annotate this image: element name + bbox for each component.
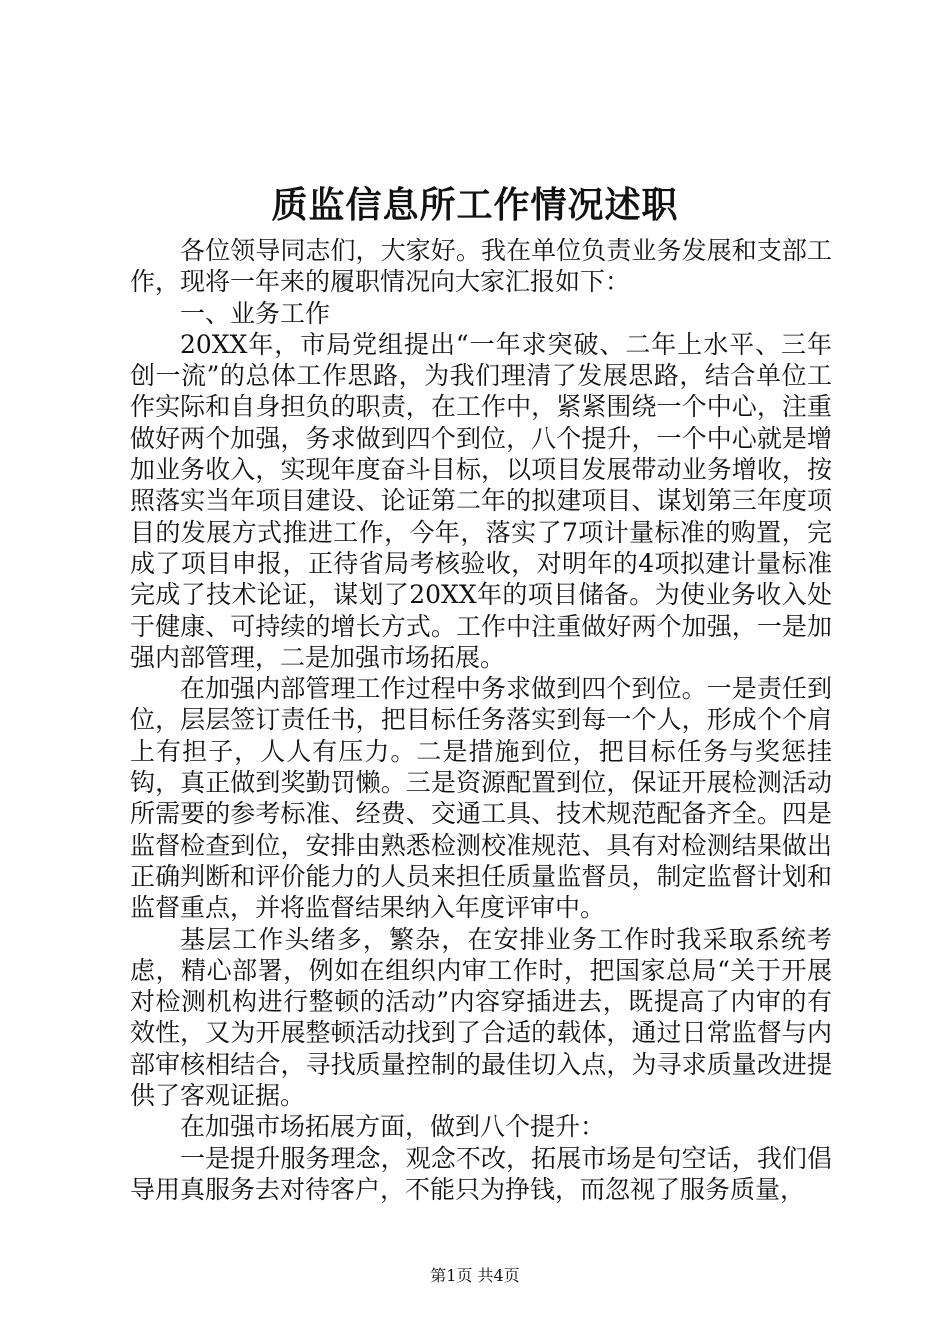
paragraph-service-concept: 一是提升服务理念，观念不改，拓展市场是句空话，我们倡导用真服务去对待客户，不能只为挣钱，而忽视了服务质量， — [130, 1143, 832, 1204]
page-footer: 第1页 共4页 — [430, 1266, 520, 1285]
section-heading-business: 一、业务工作 — [180, 298, 331, 328]
document-title: 质监信息所工作情况述职 — [271, 184, 679, 226]
paragraph-internal-management: 在加强内部管理工作过程中务求做到四个到位。一是责任到位，层层签订责任书，把目标任务落实到每一个人，形成个个肩上有担子，人人有压力。二是措施到位，把目标任务与奖惩挂钩，真正做到奖勤罚懒。三是资源配置到位，保证开展检测活动所需要的参考标准、经费、交通工具、技术规范配备齐全。四是监督检查到位，安排由熟悉检测校准规范、具有对检测结果做出正确判断和评价能力的人员来担任质量监督员，制定监督计划和监督重点，并将监督结果纳入年度评审中。 — [130, 674, 832, 923]
paragraph-market-expansion: 在加强市场拓展方面，做到八个提升： — [180, 1112, 606, 1142]
paragraph-annual-work: 20XX年，市局党组提出“一年求突破、二年上水平、三年创一流”的总体工作思路，为我们理清了发展思路，结合单位工作实际和自身担负的职责，在工作中，紧紧围绕一个中心，注重做好两个加强，务求做到四个到位，八个提升，一个中心就是增加业务收入，实现年度奋斗目标，以项目发展带动业务增收，按照落实当年项目建设、论证第二年的拟建项目、谋划第三年度项目的发展方式推进工作，今年，落实了7项计量标准的购置，完成了项目申报，正待省局考核验收，对明年的4项拟建计量标准完成了技术论证，谋划了20XX年的项目储备。为使业务收入处于健康、可持续的增长方式。工作中注重做好两个加强，一是加强内部管理，二是加强市场拓展。 — [130, 329, 832, 672]
paragraph-grassroots-work: 基层工作头绪多，繁杂，在安排业务工作时我采取系统考虑，精心部署，例如在组织内审工作时，把国家总局“关于开展对检测机构进行整顿的活动”内容穿插进去，既提高了内审的有效性，又为开展整顿活动找到了合适的载体，通过日常监督与内部审核相结合，寻找质量控制的最佳切入点，为寻求质量改进提供了客观证据。 — [130, 924, 832, 1111]
document-body — [130, 235, 832, 1205]
paragraph-greeting: 各位领导同志们，大家好。我在单位负责业务发展和支部工作，现将一年来的履职情况向大家汇报如下： — [130, 236, 832, 297]
